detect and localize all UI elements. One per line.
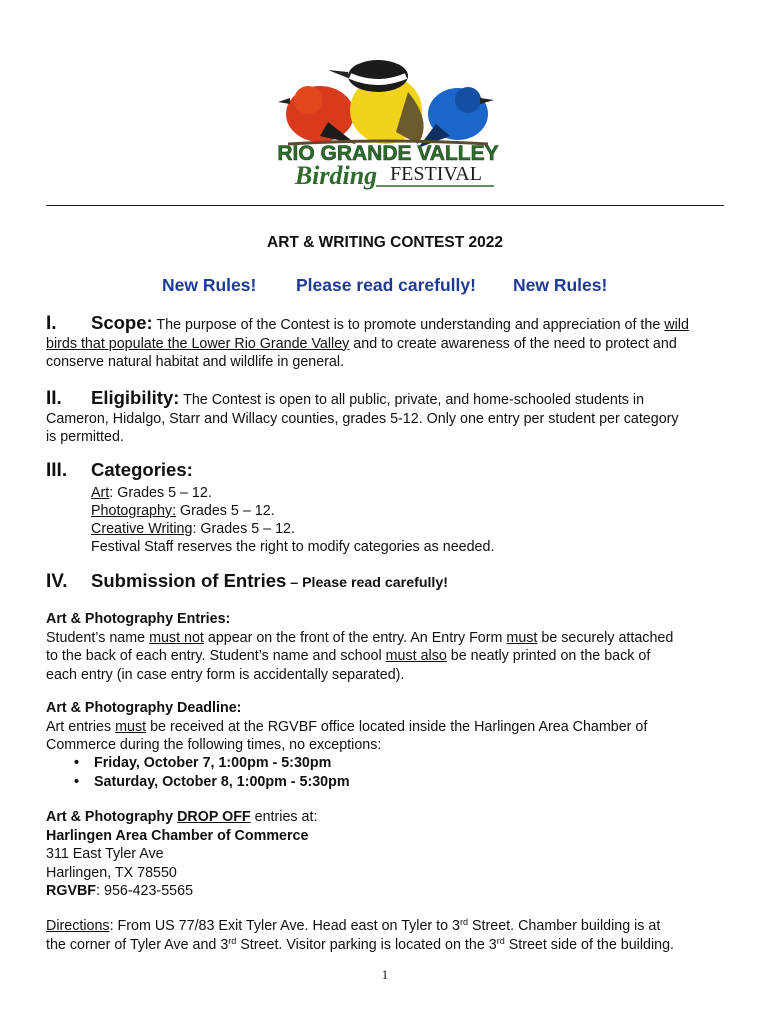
phone-number: : 956-423-5565 — [96, 883, 194, 900]
section-categories — [46, 461, 726, 482]
dropoff-street: 311 East Tyler Ave — [46, 846, 164, 863]
section-numeral: III. — [46, 460, 68, 481]
section-eligibility — [46, 389, 726, 447]
bullet-icon: • — [74, 774, 80, 790]
category-note: Festival Staff reserves the right to modify categories as needed. — [91, 539, 495, 555]
dropoff-block — [46, 808, 736, 901]
category-label: Photography: — [91, 503, 177, 519]
scope-underlined-text: wild — [664, 317, 689, 333]
entries-text: be securely attached — [537, 629, 674, 646]
entries-underlined: must also — [385, 648, 447, 665]
section-numeral: II. — [46, 388, 62, 409]
category-sep: : — [109, 485, 118, 501]
deadline-heading: Art & Photography Deadline: — [46, 700, 242, 716]
ordinal-suffix: rd — [228, 935, 237, 946]
directions-text: : From US 77/83 Exit Tyler Ave. Head east on Tyler to 3 — [109, 918, 461, 934]
banner-new-rules-right: New Rules! — [513, 275, 608, 295]
category-item — [91, 484, 494, 502]
category-item — [91, 520, 494, 538]
section-numeral: I. — [46, 313, 57, 334]
deadline-time-item — [74, 754, 331, 773]
directions-text: Street. Chamber building is at — [468, 918, 661, 934]
deadline-time: Friday, October 7, 1:00pm - 5:30pm — [94, 755, 332, 771]
phone-label: RGVBF — [46, 883, 97, 900]
deadline-time: Saturday, October 8, 1:00pm - 5:30pm — [94, 774, 350, 790]
scope-text-2: and to create awareness of the need to protect and — [349, 335, 677, 352]
eligibility-text-3: is permitted. — [46, 429, 124, 446]
logo-festival-text: FESTIVAL — [390, 163, 482, 185]
section-scope — [46, 314, 726, 372]
entries-text: be neatly printed on the back of — [446, 648, 651, 665]
section-submission — [46, 572, 726, 593]
entries-text: to the back of each entry. Student’s name and school — [46, 648, 386, 665]
entries-underlined: must not — [149, 629, 204, 646]
deadline-text: be received at the RGVBF office located inside the Harlingen Area Chamber of — [146, 718, 648, 735]
category-grades: Grades 5 – 12. — [180, 503, 275, 519]
directions-block — [46, 917, 736, 954]
entries-text: each entry (in case entry form is accidentally separated). — [46, 666, 405, 683]
entries-text: appear on the front of the entry. An Entry Form — [203, 629, 507, 646]
section-numeral: IV. — [46, 571, 68, 592]
dropoff-city: Harlingen, TX 78550 — [46, 864, 177, 881]
deadline-time-item — [74, 773, 350, 792]
entries-heading: Art & Photography Entries: — [46, 611, 231, 627]
scope-underlined-text-2: birds that populate the Lower Rio Grande Valley — [46, 335, 350, 352]
section-heading: Categories: — [91, 459, 193, 480]
category-label: Creative Writing — [91, 521, 193, 537]
section-heading: Scope: — [91, 312, 153, 333]
category-label: Art — [91, 485, 110, 501]
scope-text-3: conserve natural habitat and wildlife in general. — [46, 354, 345, 371]
deadline-block — [46, 699, 736, 755]
page-number: 1 — [381, 967, 389, 982]
ordinal-suffix: rd — [460, 917, 469, 927]
deadline-text: Commerce during the following times, no exceptions: — [46, 737, 382, 754]
dropoff-lead-text: entries at: — [250, 809, 318, 825]
logo-line1: RIO GRANDE VALLEY — [277, 142, 499, 165]
page-title: ART & WRITING CONTEST 2022 — [267, 234, 503, 251]
deadline-text: Art entries — [46, 718, 116, 735]
banner-new-rules-left: New Rules! — [162, 275, 257, 295]
dropoff-underlined: DROP OFF — [177, 809, 251, 825]
ordinal-suffix: rd — [496, 935, 505, 946]
bullet-icon: • — [74, 755, 80, 771]
category-list — [91, 484, 494, 556]
logo-script-text: Birding — [294, 161, 378, 190]
directions-text: Street side of the building. — [504, 936, 675, 953]
category-grades: Grades 5 – 12. — [117, 485, 212, 501]
directions-text: the corner of Tyler Ave and 3 — [46, 936, 229, 953]
section-heading-suffix: – Please read carefully! — [286, 575, 448, 591]
eligibility-text-2: Cameron, Hidalgo, Starr and Willacy counties, grades 5-12. Only one entry per student per category — [46, 410, 679, 427]
directions-label: Directions — [46, 918, 110, 934]
entries-block — [46, 610, 736, 684]
deadline-underlined: must — [115, 718, 147, 735]
category-grades: Grades 5 – 12. — [200, 521, 295, 537]
section-heading: Eligibility: — [91, 387, 180, 408]
dropoff-lead: Art & Photography — [46, 809, 178, 825]
category-sep: : — [192, 521, 201, 537]
birds-illustration — [268, 52, 508, 194]
eligibility-text: The Contest is open to all public, private, and home-schooled students in — [179, 392, 645, 408]
scope-text: The purpose of the Contest is to promote understanding and appreciation of the — [152, 317, 665, 333]
entries-underlined: must — [506, 629, 538, 646]
dropoff-place: Harlingen Area Chamber of Commerce — [46, 827, 309, 844]
festival-logo — [268, 52, 508, 194]
directions-text: Street. Visitor parking is located on the 3 — [236, 936, 497, 953]
banner-read-carefully: Please read carefully! — [296, 275, 476, 295]
category-item — [91, 502, 494, 520]
header-divider — [46, 205, 724, 206]
section-heading: Submission of Entries — [91, 570, 287, 591]
entries-text: Student’s name — [46, 629, 150, 646]
